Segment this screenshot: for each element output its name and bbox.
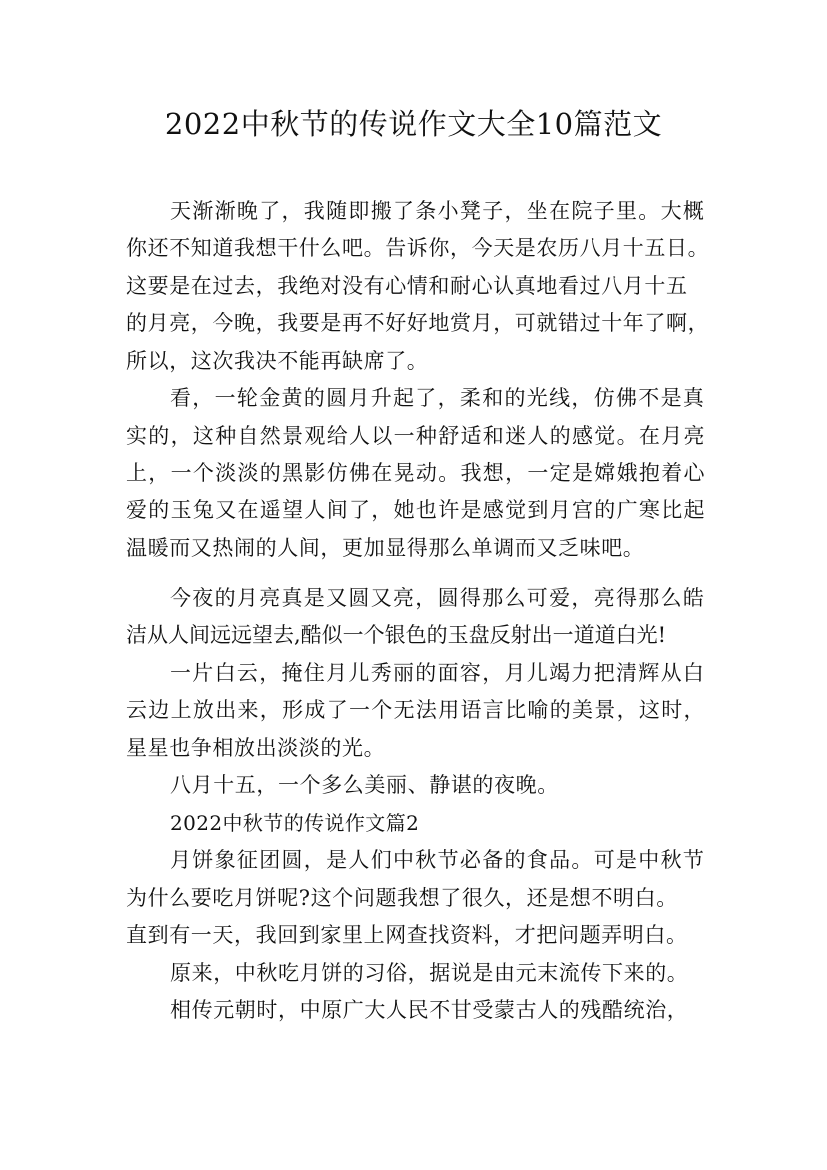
paragraph-line: 月饼象征团圆，是人们中秋节必备的食品。可是中秋节 bbox=[170, 848, 706, 872]
paragraph-line: 洁从人间远远望去,酷似一个银色的玉盘反射出一道道白光! bbox=[126, 623, 667, 647]
section-heading: 2022中秋节的传说作文篇2 bbox=[170, 811, 420, 835]
paragraph-line: 为什么要吃月饼呢?这个问题我想了很久，还是想不明白。 bbox=[126, 886, 678, 910]
paragraph-line: 天渐渐晚了，我随即搬了条小凳子，坐在院子里。大概 bbox=[170, 199, 706, 223]
paragraph-line: 温暖而又热闹的人间，更加显得那么单调而又乏味吧。 bbox=[126, 536, 645, 560]
document-title: 2022中秋节的传说作文大全10篇范文 bbox=[164, 107, 663, 141]
paragraph-line: 爱的玉兔又在遥望人间了，她也许是感觉到月宫的广寒比起 bbox=[126, 498, 706, 522]
paragraph-line: 所以，这次我决不能再缺席了。 bbox=[126, 349, 429, 373]
paragraph-line: 八月十五，一个多么美丽、静谌的夜晚。 bbox=[170, 773, 559, 797]
paragraph-line: 看，一轮金黄的圆月升起了，柔和的光线，仿佛不是真 bbox=[170, 386, 706, 410]
paragraph-line: 原来，中秋吃月饼的习俗，据说是由元末流传下来的。 bbox=[170, 961, 689, 985]
paragraph-line: 云边上放出来，形成了一个无法用语言比喻的美景，这时， bbox=[126, 698, 706, 722]
paragraph-line: 今夜的月亮真是又圆又亮，圆得那么可爱，亮得那么皓 bbox=[170, 586, 706, 610]
paragraph-line: 星星也争相放出淡淡的光。 bbox=[126, 736, 386, 760]
paragraph-line: 上，一个淡淡的黑影仿佛在晃动。我想，一定是嫦娥抱着心 bbox=[126, 461, 706, 485]
paragraph-line: 的月亮，今晚，我要是再不好好地赏月，可就错过十年了啊， bbox=[126, 311, 710, 335]
paragraph-line: 一片白云，掩住月儿秀丽的面容，月儿竭力把清辉从白 bbox=[170, 661, 706, 685]
paragraph-line: 相传元朝时，中原广大人民不甘受蒙古人的残酷统治， bbox=[170, 998, 689, 1022]
paragraph-line: 实的，这种自然景观给人以一种舒适和迷人的感觉。在月亮 bbox=[126, 424, 706, 448]
paragraph-line: 你还不知道我想干什么吧。告诉你，今天是农历八月十五日。 bbox=[126, 236, 710, 260]
paragraph-line: 这要是在过去，我绝对没有心情和耐心认真地看过八月十五 bbox=[126, 274, 688, 298]
paragraph-line: 直到有一天，我回到家里上网查找资料，才把问题弄明白。 bbox=[126, 923, 688, 947]
